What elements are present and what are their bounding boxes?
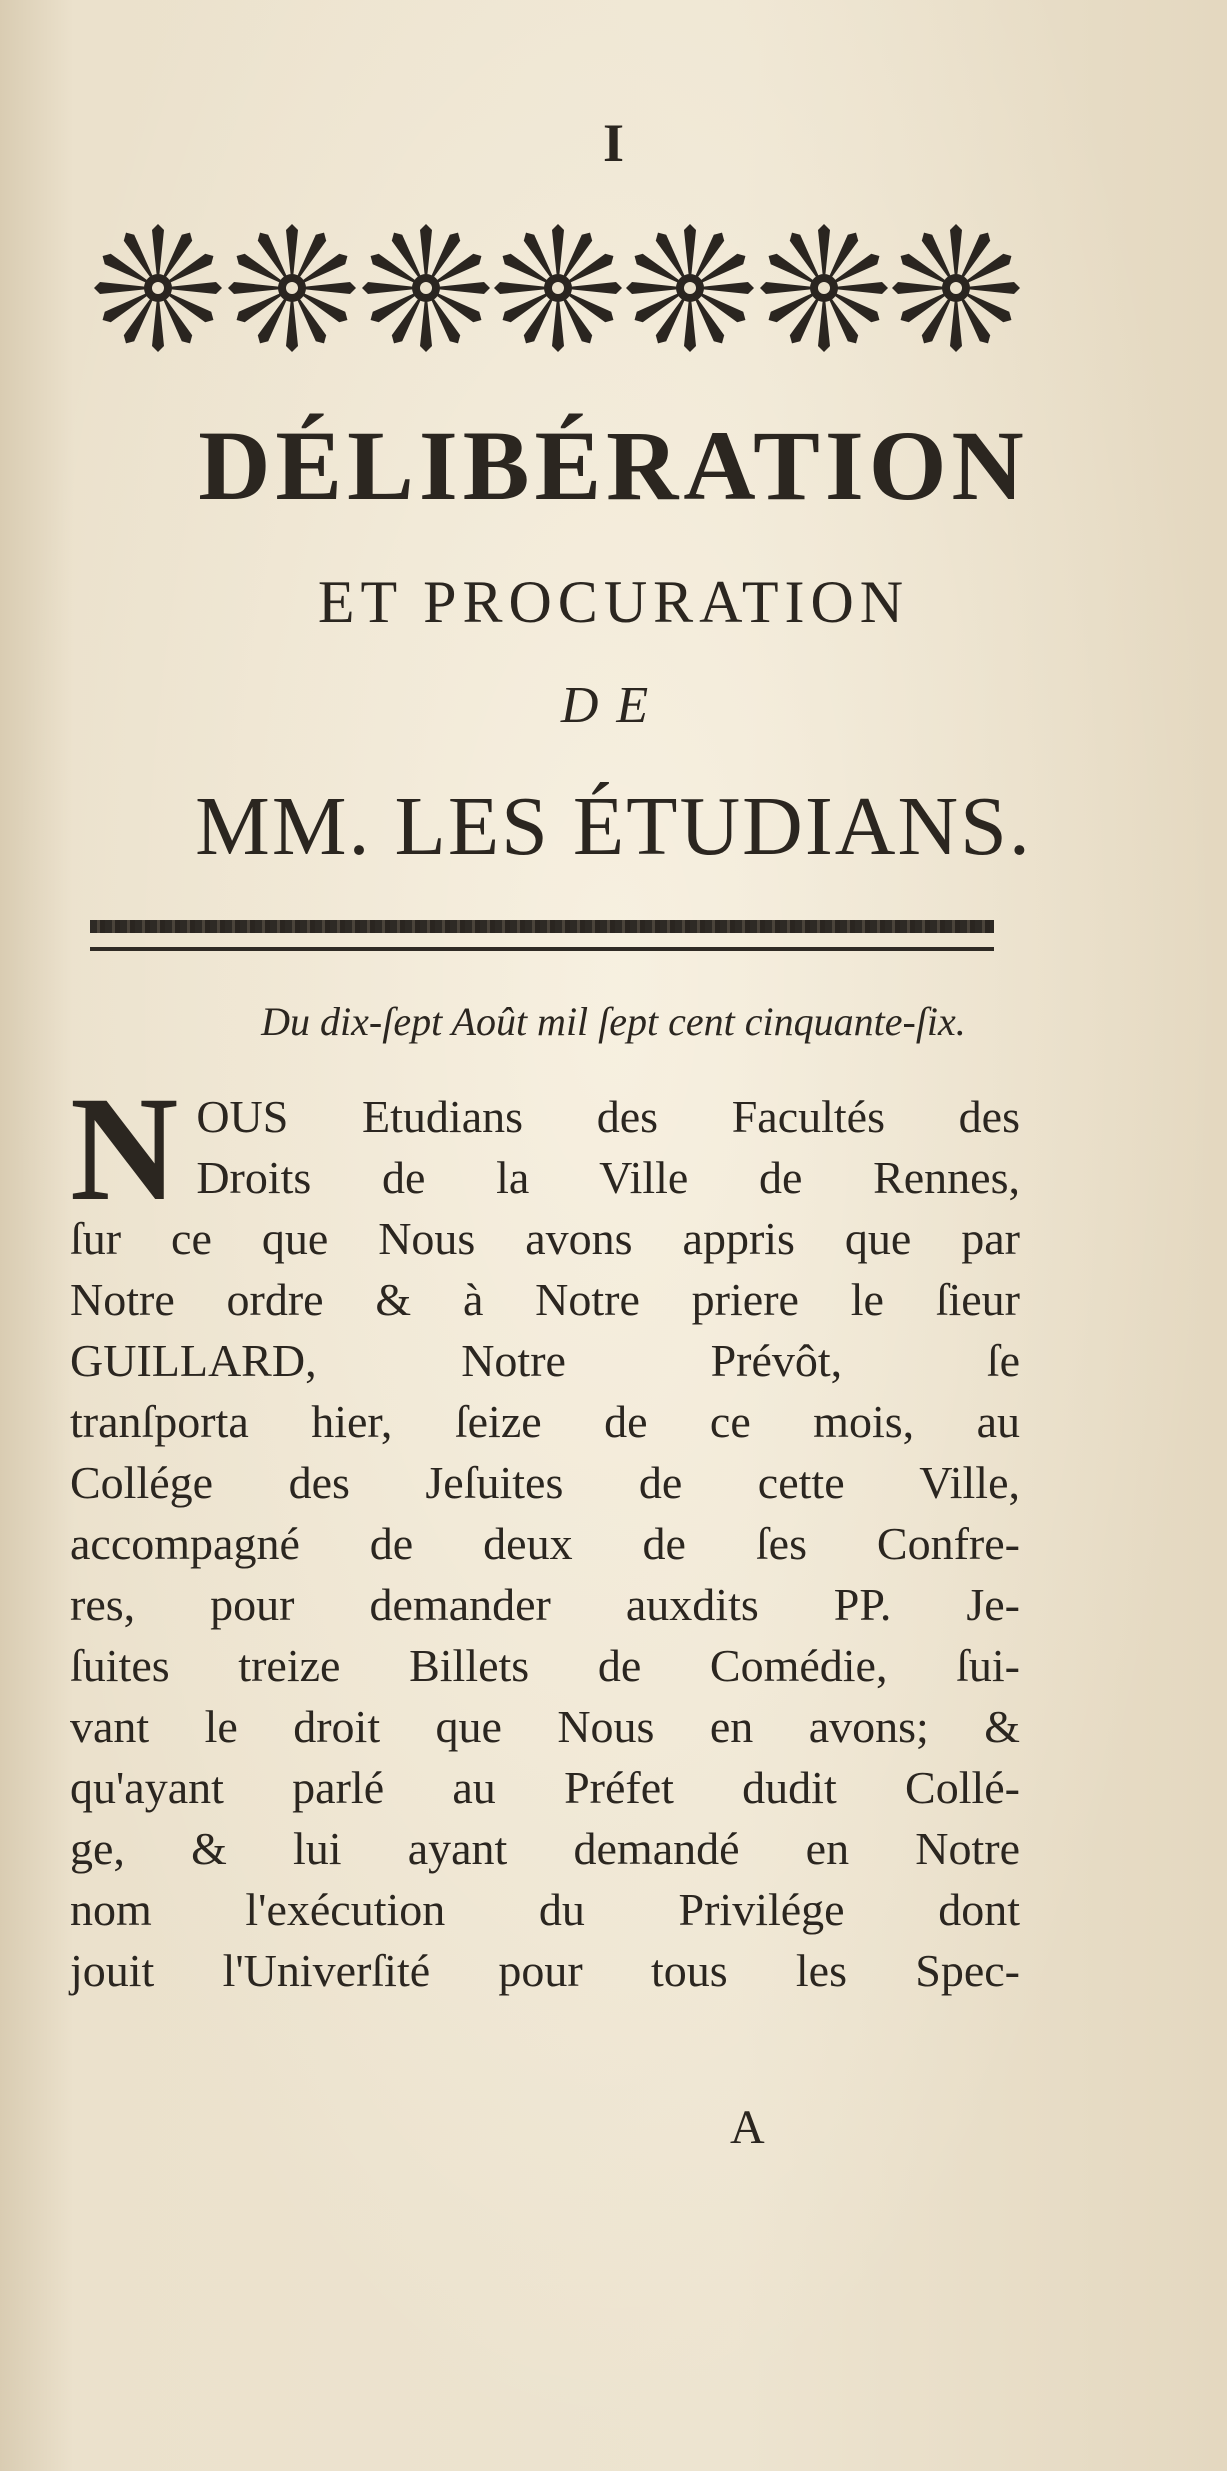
body-line: vant le droit que Nous en avons; & bbox=[70, 1701, 1020, 1752]
body-line: ge, & lui ayant demandé en Notre bbox=[70, 1823, 1020, 1874]
body-line: GUILLARD, Notre Prévôt, ſe bbox=[70, 1335, 1020, 1386]
body-line: Droits de la Ville de Rennes, bbox=[196, 1152, 1020, 1203]
body-line: OUS Etudians des Facultés des bbox=[196, 1091, 1020, 1142]
dateline: Du dix-ſept Août mil ſept cent cinquante-ſix. bbox=[261, 999, 966, 1044]
drop-cap: N bbox=[70, 1066, 179, 1232]
body-paragraph bbox=[70, 1066, 1020, 2001]
body-line: qu'ayant parlé au Préfet dudit Collé- bbox=[70, 1762, 1020, 1813]
body-line: ſuites treize Billets de Comédie, ſui- bbox=[70, 1640, 1020, 1691]
thin-rule bbox=[90, 947, 994, 951]
body-line: res, pour demander auxdits PP. Je- bbox=[70, 1579, 1020, 1630]
body-line: ſur ce que Nous avons appris que par bbox=[70, 1213, 1020, 1264]
signature-mark: A bbox=[730, 2101, 765, 2154]
title-line-2: ET PROCURATION bbox=[317, 569, 910, 635]
body-line: nom l'exécution du Privilége dont bbox=[70, 1884, 1020, 1935]
body-line: tranſporta hier, ſeize de ce mois, au bbox=[70, 1396, 1020, 1447]
body-line: accompagné de deux de ſes Confre- bbox=[70, 1518, 1020, 1569]
floral-ornament-band-icon bbox=[92, 218, 1022, 358]
body-line: Collége des Jeſuites de cette Ville, bbox=[70, 1457, 1020, 1508]
title-line-1: DÉLIBÉRATION bbox=[198, 410, 1029, 521]
ornamental-rule bbox=[90, 920, 994, 933]
body-line: Notre ordre & à Notre priere le ſieur bbox=[70, 1274, 1020, 1325]
page-number: I bbox=[602, 113, 624, 173]
title-line-4: MM. LES ÉTUDIANS. bbox=[195, 780, 1032, 873]
body-line: jouit l'Univerſité pour tous les Spec- bbox=[70, 1945, 1020, 1996]
title-line-3: DE bbox=[560, 677, 667, 734]
